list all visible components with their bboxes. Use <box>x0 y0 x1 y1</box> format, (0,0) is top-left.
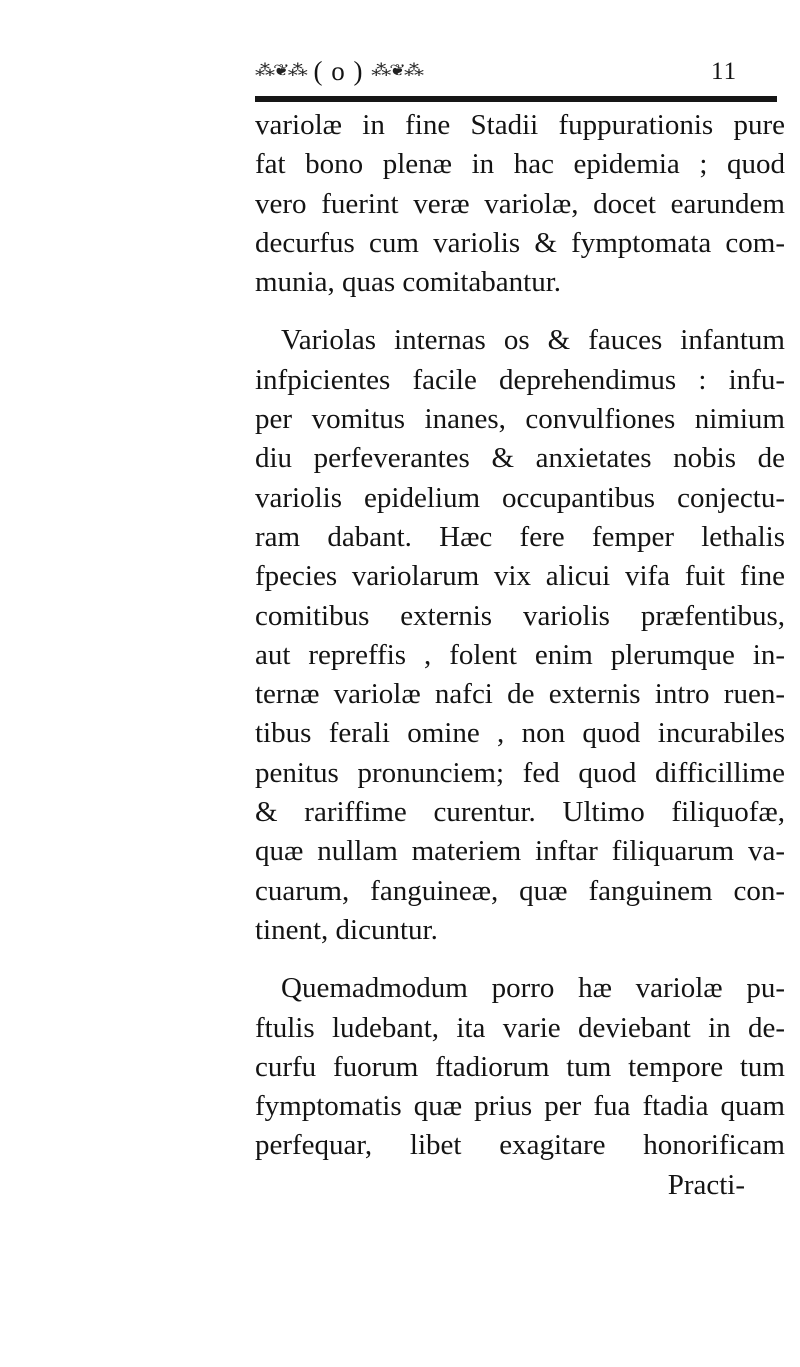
text-line: fymptomatis quæ prius per fua ftadia quam <box>255 1090 785 1123</box>
page-number: 11 <box>711 58 738 85</box>
text-line: per vomitus inanes, convulfiones nimium <box>255 403 785 436</box>
text-line: ftulis ludebant, ita varie deviebant in de- <box>255 1011 785 1044</box>
text-line: & rariffime curentur. Ultimo filiquofæ, <box>255 796 785 829</box>
text-line: diu perfeverantes & anxietates nobis de <box>255 442 785 475</box>
text-line: fat bono plenæ in hac epidemia ; quod <box>255 148 785 181</box>
text-line: perfequar, libet exagitare honorificam <box>255 1129 785 1162</box>
header-ornament-left: ⁂❦⁂ <box>255 62 306 80</box>
header-center-mark: ( o ) <box>313 56 364 86</box>
text-line: Quemadmodum porro hæ variolæ pu- <box>281 972 785 1005</box>
text-line: curfu fuorum ftadiorum tum tempore tum <box>255 1050 785 1083</box>
text-line: variolis epidelium occupantibus conjectu- <box>255 481 785 514</box>
header-ornament-right: ⁂❦⁂ <box>371 62 423 80</box>
paragraph-1 <box>255 106 785 302</box>
text-line: comitibus externis variolis præfentibus, <box>255 599 785 632</box>
text-line: tibus ferali omine , non quod incurabiles <box>255 717 785 750</box>
text-line: variolæ in fine Stadii fuppurationis pure <box>255 109 785 141</box>
text-line: tinent, dicuntur. <box>255 913 438 946</box>
text-line: munia, quas comitabantur. <box>255 266 562 299</box>
catchword: Practi- <box>667 1168 745 1201</box>
text-line: penitus pronunciem; fed quod difficillime <box>255 756 785 789</box>
text-line: decurfus cum variolis & fymptomata com- <box>255 226 785 259</box>
body-text <box>255 106 785 1205</box>
header-ornament-group <box>255 56 422 87</box>
text-line: quæ nullam materiem inftar filiquarum va- <box>255 835 785 868</box>
text-line: infpicientes facile deprehendimus : infu- <box>255 363 785 396</box>
running-header <box>255 56 775 96</box>
text-line: cuarum, fanguineæ, quæ fanguinem con- <box>255 874 785 907</box>
text-line: fpecies variolarum vix alicui vifa fuit fine <box>255 560 785 593</box>
text-line: aut repreffis , folent enim plerumque in- <box>255 638 785 671</box>
text-line: ternæ variolæ nafci de externis intro ruen- <box>255 678 785 711</box>
header-rule <box>255 96 777 102</box>
text-line: ram dabant. Hæc fere femper lethalis <box>255 520 785 553</box>
paragraph-2 <box>255 321 785 950</box>
paragraph-3 <box>255 969 785 1165</box>
text-line: vero fuerint veræ variolæ, docet earundem <box>255 187 785 220</box>
text-line: Variolas internas os & fauces infantum <box>281 324 785 357</box>
